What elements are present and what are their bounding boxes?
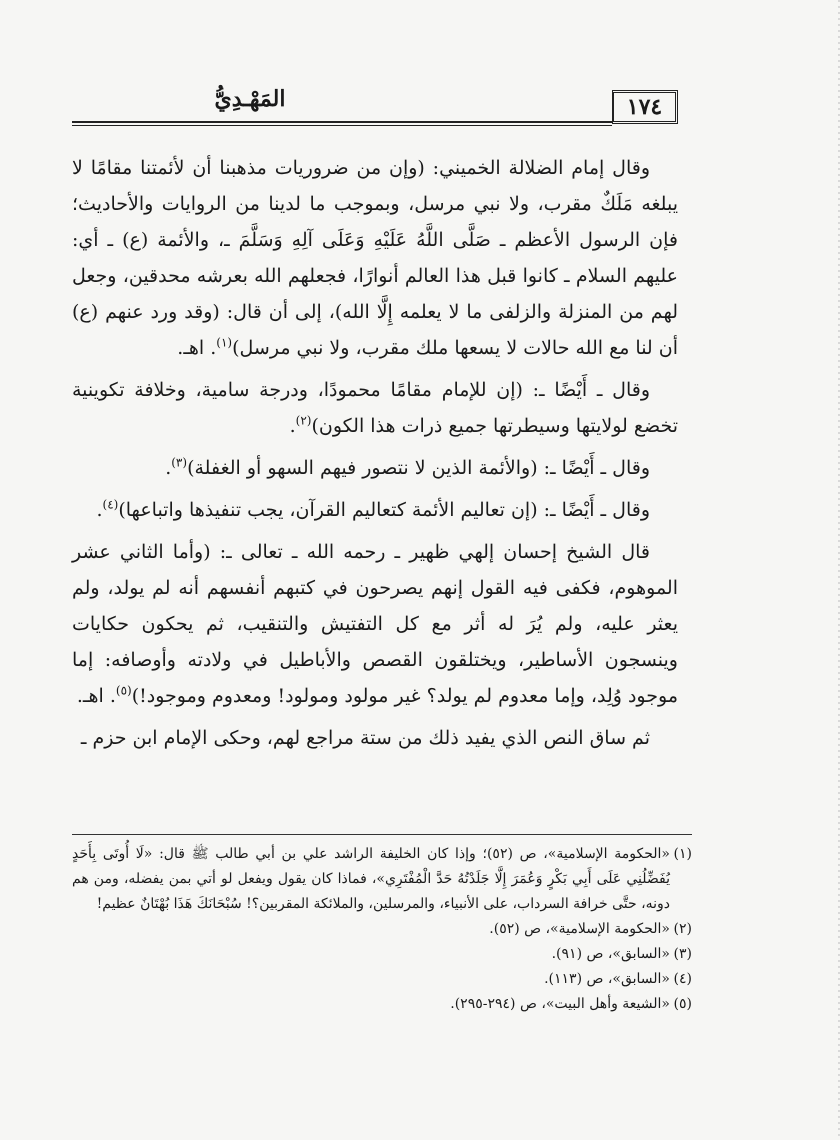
paragraph: ثم ساق النص الذي يفيد ذلك من ستة مراجع لهم، وحكى الإمام ابن حزم ـ bbox=[80, 727, 650, 749]
footnote bbox=[72, 842, 692, 917]
footnote-ref[interactable]: (١) bbox=[216, 335, 233, 350]
header-rule-thin bbox=[72, 125, 612, 126]
footnote-text: «السابق»، ص (٩١). bbox=[551, 946, 670, 962]
header-rule bbox=[72, 121, 612, 123]
running-header-title: المَهْـدِيُّ bbox=[214, 86, 286, 112]
footnote-number: (٢) bbox=[673, 921, 692, 937]
page-number-box bbox=[612, 90, 678, 124]
footnote bbox=[72, 942, 692, 967]
footnote-ref[interactable]: (٤) bbox=[102, 497, 119, 512]
footnote bbox=[72, 967, 692, 992]
footnote bbox=[72, 917, 692, 942]
main-text bbox=[72, 150, 678, 756]
footnote-text: «السابق»، ص (١١٣). bbox=[544, 971, 670, 987]
paragraph: قال الشيخ إحسان إلهي ظهير ـ رحمه الله ـ تعالى ـ: (وأما الثاني عشر الموهوم، فكفى فيه القول إنهم يصرحون في كتبهم أنفسهم أنه لم يولد، ولم يعثر عليه، ولم يُرَ له أثر مع كل التفتيش والتنقيب، ثم يحكون حكايات وينسجون الأساطير، ويختلقون القصص والأباطيل في ولادته وأوصافه: إما موجود وُلِد، وإما معدوم لم يولد؟ غير مولود ومولود! ومعدوم وموجود!)$^{(٥)}$. اهـ. bbox=[72, 541, 678, 707]
page-number: ١٧٤ bbox=[626, 94, 663, 120]
paragraph: وقال ـ أَيْضًا ـ: (إن تعاليم الأئمة كتعاليم القرآن، يجب تنفيذها واتباعها)$^{(٤)}$. bbox=[96, 497, 650, 521]
footnote-number: (١) bbox=[673, 846, 692, 862]
footnote-ref[interactable]: (٣) bbox=[171, 455, 188, 470]
paragraph: وقال إمام الضلالة الخميني: (وإن من ضروريات مذهبنا أن لأئمتنا مقامًا لا يبلغه مَلَكٌ مقرب، ولا نبي مرسل، وبموجب ما لدينا من الروايات والأحاديث؛ فإن الرسول الأعظم ـ صَلَّى اللَّهُ عَلَيْهِ وَعَلَى آلِهِ وَسَلَّمَ ـ، والأئمة (ع) ـ أي: عليهم السلام ـ كانوا قبل هذا العالم أنوارًا، فجعلهم الله بعرشه محدقين، وجعل لهم من المنزلة والزلفى ما لا يعلمه إِلَّا الله)، إلى أن قال: (وقد ورد عنهم (ع) أن لنا مع الله حالات لا يسعها ملك مقرب، ولا نبي مرسل)$^{(١)}$. اهـ. bbox=[72, 157, 678, 359]
footnote-number: (٤) bbox=[673, 971, 692, 987]
footnote-text: «الحكومة الإسلامية»، ص (٥٢)؛ وإذا كان الخليفة الراشد علي بن أبي طالب ﷺ قال: «لَا أُوتَى بِأَحَدٍ يُفَضِّلُنِي عَلَى أَبِي بَكْرٍ وَعُمَرَ إِلَّا جَلَدْتُهُ حَدَّ الْمُفْتَرِي»، فماذا كان يقول ويفعل لو أتي بمن يفضله، ومن هم دونه، حتَّى خرافة السرداب، على الأنبياء، والمرسلين، والملائكة المقربين؟! سُبْحَانَكَ هَذَا بُهْتَانٌ عظيم! bbox=[72, 846, 670, 912]
paragraph: وقال ـ أَيْضًا ـ: (إن للإمام مقامًا محمودًا، ودرجة سامية، وخلافة تكوينية تخضع لولايتها وسيطرتها جميع ذرات هذا الكون)$^{(٢)}$. bbox=[72, 379, 678, 437]
footnote-text: «الحكومة الإسلامية»، ص (٥٢). bbox=[489, 921, 670, 937]
footnotes bbox=[72, 842, 692, 1017]
footnote-separator bbox=[72, 834, 692, 835]
paragraph: وقال ـ أَيْضًا ـ: (والأئمة الذين لا نتصور فيهم السهو أو الغفلة)$^{(٣)}$. bbox=[165, 455, 650, 479]
footnote-ref[interactable]: (٢) bbox=[295, 413, 312, 428]
footnote-number: (٥) bbox=[673, 996, 692, 1012]
footnote bbox=[72, 992, 692, 1017]
footnote-ref[interactable]: (٥) bbox=[115, 683, 132, 698]
footnote-number: (٣) bbox=[673, 946, 692, 962]
footnote-text: «الشيعة وأهل البيت»، ص (٢٩٤-٢٩٥). bbox=[450, 996, 670, 1012]
